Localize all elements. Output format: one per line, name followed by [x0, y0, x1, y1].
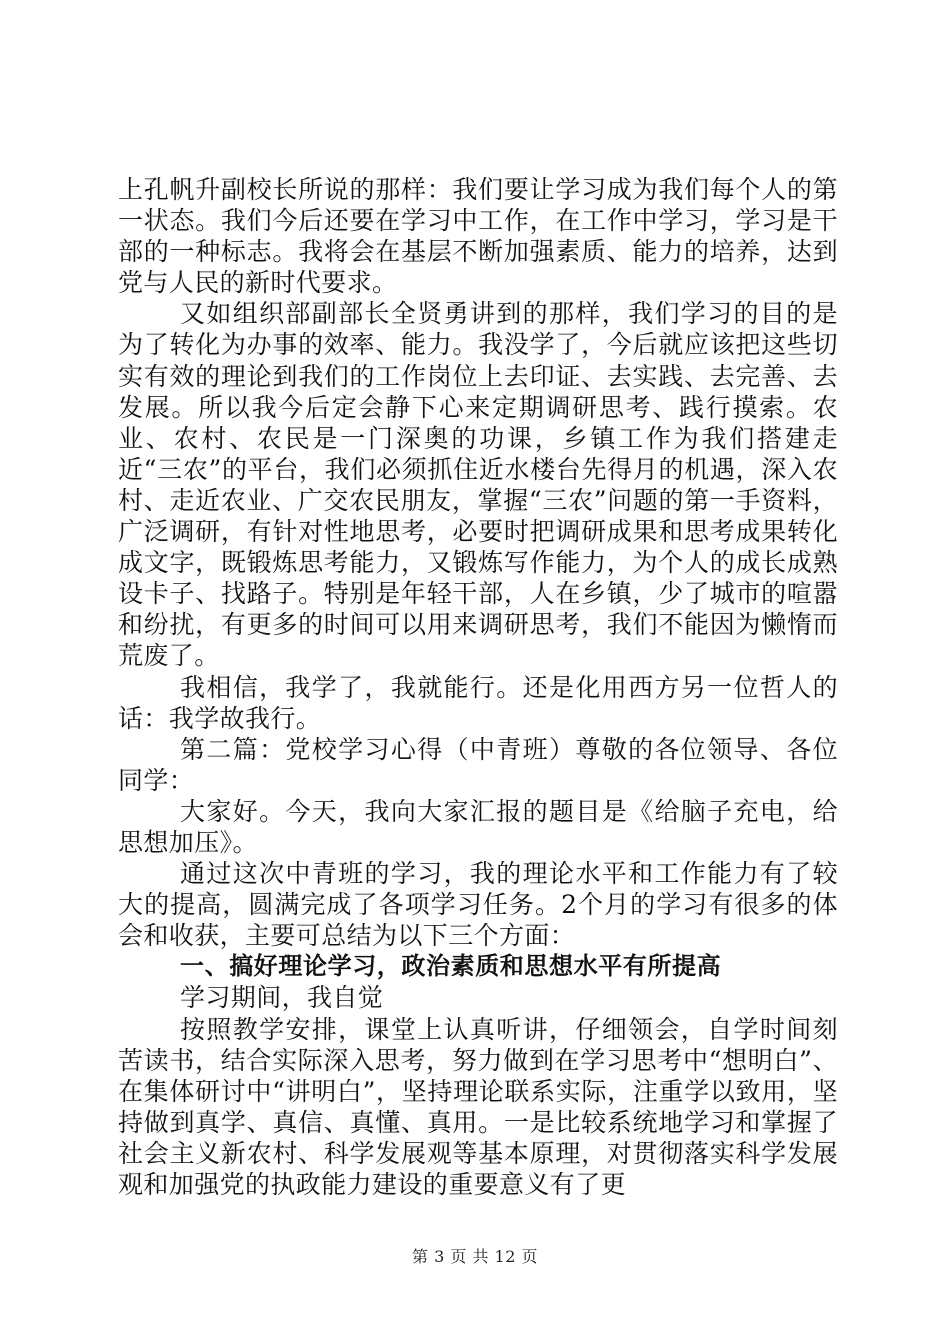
paragraph-7: 学习期间，我自觉: [180, 983, 384, 1013]
paragraph-2: 又如组织部副部长全贤勇讲到的那样，我们学习的目的是为了转化为办事的效率、能力。我没学了，今后就应该把这些切实有效的理论到我们的工作岗位上去印证、去实践、去完善、去发展。所以我今后定会静下心来定期调研思考、践行摸索。农业、农村、农民是一门深奥的功课，乡镇工作为我们搭建走近“三农”的平台，我们必须抓住近水楼台先得月的机遇，深入农村、走近农业、广交农民朋友，掌握“三农”问题的第一手资料，广泛调研，有针对性地思考，必要时把调研成果和思考成果转化成文字，既锻炼思考能力，又锻炼写作能力，为个人的成长成熟设卡子、找路子。特别是年轻干部，人在乡镇，少了城市的喧嚣和纷扰，有更多的时间可以用来调研思考，我们不能因为懒惰而荒废了。: [118, 299, 838, 671]
paragraph-8: 按照教学安排，课堂上认真听讲，仔细领会，自学时间刻苦读书，结合实际深入思考，努力做到在学习思考中“想明白”、在集体研讨中“讲明白”，坚持理论联系实际，注重学以致用，坚持做到真学、真信、真懂、真用。一是比较系统地学习和掌握了社会主义新农村、科学发展观等基本原理，对贯彻落实科学发展观和加强党的执政能力建设的重要意义有了更: [118, 1014, 838, 1199]
paragraph-5: 大家好。今天，我向大家汇报的题目是《给脑子充电，给思想加压》。: [118, 796, 838, 857]
section-heading: 一、搞好理论学习，政治素质和思想水平有所提高: [180, 952, 722, 981]
paragraph-1: 上孔帆升副校长所说的那样：我们要让学习成为我们每个人的第一状态。我们今后还要在学习中工作，在工作中学习，学习是干部的一种标志。我将会在基层不断加强素质、能力的培养，达到党与人民的新时代要求。: [118, 175, 838, 298]
paragraph-3: 我相信，我学了，我就能行。还是化用西方另一位哲人的话：我学故我行。: [118, 672, 838, 733]
paragraph-6: 通过这次中青班的学习，我的理论水平和工作能力有了较大的提高，圆满完成了各项学习任务。2个月的学习有很多的体会和收获，主要可总结为以下三个方面：: [118, 859, 838, 951]
page-number-footer: 第 3 页 共 12 页: [412, 1247, 538, 1266]
body-text: [118, 174, 838, 1200]
paragraph-4: 第二篇：党校学习心得（中青班）尊敬的各位领导、各位同学：: [118, 734, 838, 795]
